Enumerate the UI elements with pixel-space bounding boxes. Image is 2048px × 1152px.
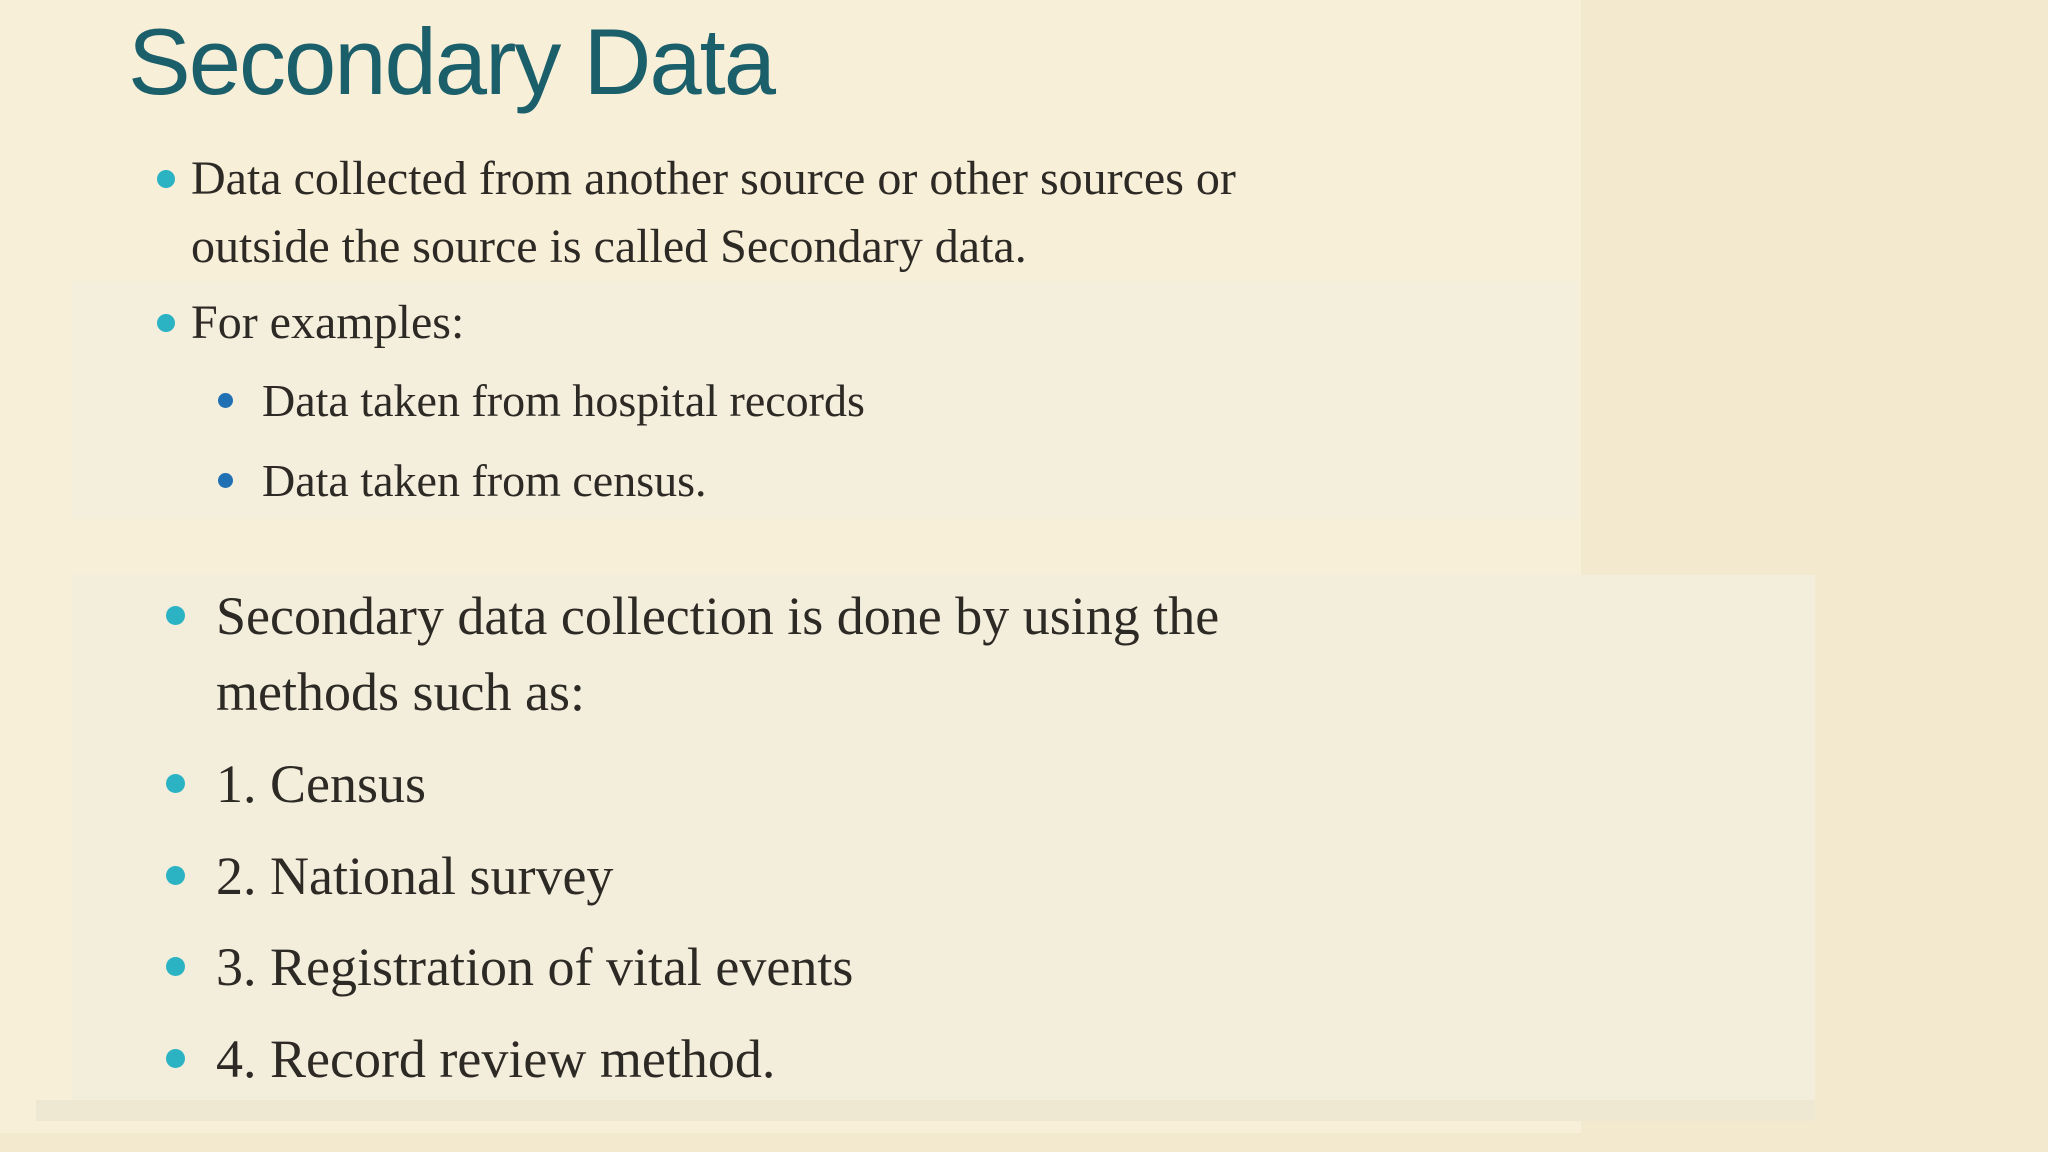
method-text: 1. Census [216,754,427,814]
bullet-line: outside the source is called Secondary data. [191,220,1027,273]
bullet-line: Secondary data collection is done by using the [216,586,1220,646]
method-item-record-review [166,1027,775,1091]
background-strip-bottom [36,1100,1815,1121]
bullet-text: For examples: [191,296,465,349]
sub-bullet-census [218,451,707,511]
sub-bullet-text: Data taken from hospital records [262,375,865,426]
method-item-national-survey [166,844,613,908]
bullet-text [216,578,1219,730]
bullet-icon [157,314,175,332]
slide-title: Secondary Data [128,9,775,114]
bullet-icon [157,170,175,188]
method-text: 3. Registration of vital events [216,937,854,997]
method-text: 4. Record review method. [216,1029,776,1089]
bullet-icon [166,774,185,793]
bullet-icon [166,606,185,625]
bullet-item-collection-methods [166,578,1219,730]
bullet-item-definition [157,145,1236,281]
sub-bullet-icon [218,473,233,488]
bullet-line: Data collected from another source or other sources or [191,152,1236,205]
bullet-line: methods such as: [216,662,585,722]
sub-bullet-icon [218,393,233,408]
method-item-census [166,752,426,816]
sub-bullet-hospital-records [218,371,865,431]
bullet-item-for-examples [157,289,464,357]
bullet-text [191,145,1236,281]
bullet-icon [166,957,185,976]
bullet-icon [166,866,185,885]
bullet-icon [166,1049,185,1068]
method-item-vital-events [166,935,853,999]
method-text: 2. National survey [216,846,614,906]
sub-bullet-text: Data taken from census. [262,455,707,506]
